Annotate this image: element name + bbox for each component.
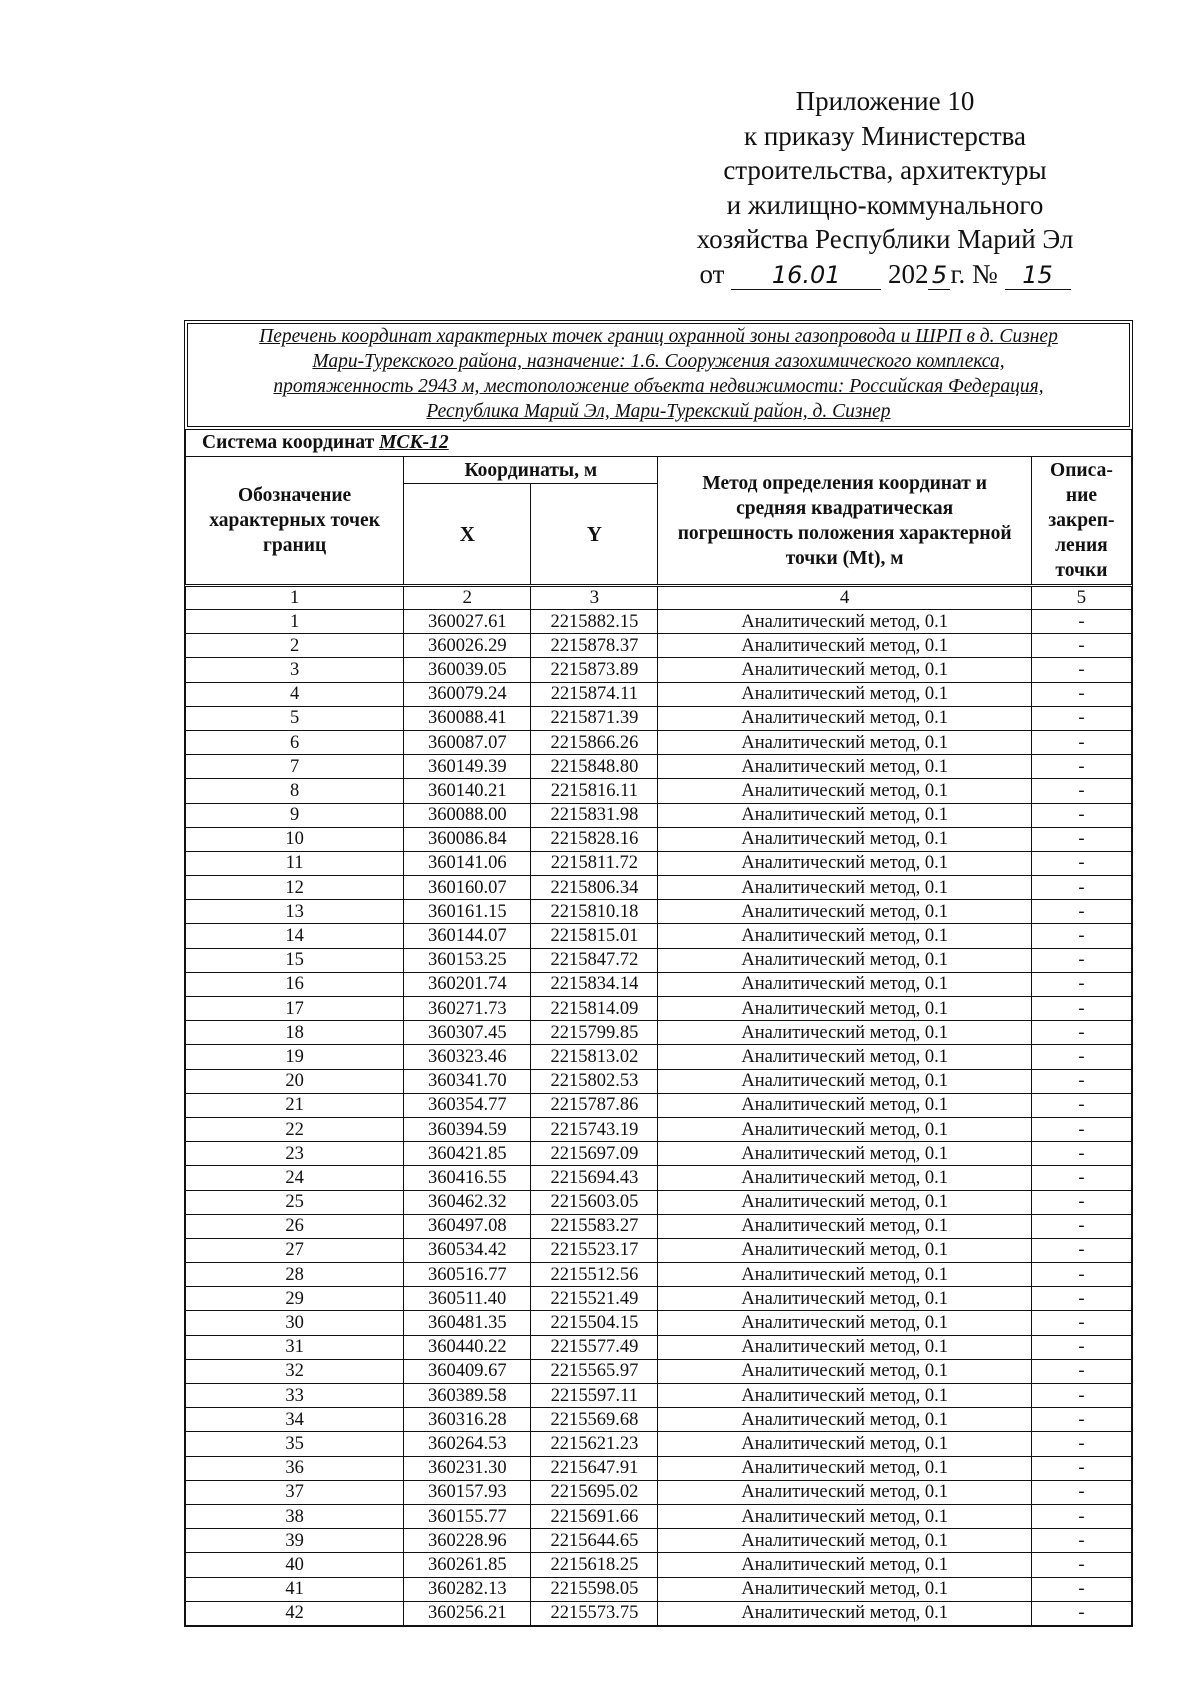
coord-x: 360261.85 — [404, 1553, 531, 1577]
coord-y: 2215828.16 — [531, 827, 658, 851]
coord-x: 360307.45 — [404, 1021, 531, 1045]
coord-y: 2215873.89 — [531, 658, 658, 682]
table-title — [187, 323, 1130, 427]
table-row — [186, 803, 1132, 827]
table-row — [186, 1480, 1132, 1504]
coord-y: 2215695.02 — [531, 1480, 658, 1504]
method: Аналитический метод, 0.1 — [658, 1238, 1031, 1262]
table-row — [186, 876, 1132, 900]
col-header-description: Описа-ние закреп-ления точки — [1031, 457, 1131, 586]
order-date-line — [660, 257, 1110, 292]
fixation-description: - — [1031, 1142, 1131, 1166]
method: Аналитический метод, 0.1 — [658, 1263, 1031, 1287]
coord-y: 2215787.86 — [531, 1093, 658, 1117]
header-line: Приложение 10 — [795, 86, 975, 116]
fixation-description: - — [1031, 1190, 1131, 1214]
point-id: 12 — [186, 876, 404, 900]
coord-y: 2215874.11 — [531, 682, 658, 706]
method: Аналитический метод, 0.1 — [658, 1384, 1031, 1408]
point-id: 28 — [186, 1263, 404, 1287]
table-row — [186, 658, 1132, 682]
coord-x: 360264.53 — [404, 1432, 531, 1456]
point-id: 29 — [186, 1287, 404, 1311]
coord-x: 360153.25 — [404, 948, 531, 972]
fixation-description: - — [1031, 997, 1131, 1021]
coord-x: 360440.22 — [404, 1335, 531, 1359]
header-line: хозяйства Республики Марий Эл — [696, 224, 1074, 254]
method: Аналитический метод, 0.1 — [658, 610, 1031, 634]
table-row — [186, 1577, 1132, 1601]
method: Аналитический метод, 0.1 — [658, 779, 1031, 803]
table-row — [186, 755, 1132, 779]
column-number: 5 — [1031, 586, 1131, 610]
point-id: 24 — [186, 1166, 404, 1190]
title-line: Республика Марий Эл, Мари-Турекский район, д. Сизнер — [426, 401, 891, 422]
coord-x: 360416.55 — [404, 1166, 531, 1190]
method: Аналитический метод, 0.1 — [658, 1577, 1031, 1601]
coord-y: 2215878.37 — [531, 634, 658, 658]
method: Аналитический метод, 0.1 — [658, 634, 1031, 658]
table-row — [186, 1601, 1132, 1625]
method: Аналитический метод, 0.1 — [658, 1359, 1031, 1383]
title-line: Перечень координат характерных точек границ охранной зоны газопровода и ШРП в д. Сизнер — [259, 326, 1058, 347]
method: Аналитический метод, 0.1 — [658, 1432, 1031, 1456]
table-row — [186, 1093, 1132, 1117]
method: Аналитический метод, 0.1 — [658, 1504, 1031, 1528]
point-id: 10 — [186, 827, 404, 851]
table-row — [186, 1408, 1132, 1432]
coord-y: 2215569.68 — [531, 1408, 658, 1432]
fixation-description: - — [1031, 1480, 1131, 1504]
handwritten-date: 16.01 — [731, 261, 881, 290]
coord-y: 2215512.56 — [531, 1263, 658, 1287]
coord-x: 360026.29 — [404, 634, 531, 658]
table-row — [186, 1504, 1132, 1528]
method: Аналитический метод, 0.1 — [658, 876, 1031, 900]
fixation-description: - — [1031, 924, 1131, 948]
table-row — [186, 610, 1132, 634]
fixation-description: - — [1031, 1214, 1131, 1238]
table-row — [186, 1142, 1132, 1166]
method: Аналитический метод, 0.1 — [658, 1093, 1031, 1117]
table-row — [186, 1359, 1132, 1383]
point-id: 14 — [186, 924, 404, 948]
coord-x: 360155.77 — [404, 1504, 531, 1528]
fixation-description: - — [1031, 803, 1131, 827]
method: Аналитический метод, 0.1 — [658, 997, 1031, 1021]
col-header-y: Y — [531, 484, 658, 586]
fixation-description: - — [1031, 1408, 1131, 1432]
column-number: 1 — [186, 586, 404, 610]
table-row — [186, 1553, 1132, 1577]
method: Аналитический метод, 0.1 — [658, 1601, 1031, 1625]
coord-y: 2215603.05 — [531, 1190, 658, 1214]
fixation-description: - — [1031, 1359, 1131, 1383]
point-id: 37 — [186, 1480, 404, 1504]
coord-x: 360079.24 — [404, 682, 531, 706]
fixation-description: - — [1031, 1263, 1131, 1287]
table-row — [186, 924, 1132, 948]
coord-y: 2215618.25 — [531, 1553, 658, 1577]
coord-x: 360160.07 — [404, 876, 531, 900]
coord-y: 2215597.11 — [531, 1384, 658, 1408]
coord-y: 2215697.09 — [531, 1142, 658, 1166]
table-row — [186, 900, 1132, 924]
col-header-designation: Обозначение характерных точек границ — [186, 457, 404, 586]
method: Аналитический метод, 0.1 — [658, 900, 1031, 924]
fixation-description: - — [1031, 682, 1131, 706]
coord-y: 2215882.15 — [531, 610, 658, 634]
fixation-description: - — [1031, 1117, 1131, 1141]
coord-x: 360087.07 — [404, 730, 531, 754]
coord-y: 2215523.17 — [531, 1238, 658, 1262]
table-row — [186, 1214, 1132, 1238]
method: Аналитический метод, 0.1 — [658, 658, 1031, 682]
header-line: и жилищно-коммунального — [726, 189, 1044, 220]
method: Аналитический метод, 0.1 — [658, 682, 1031, 706]
coord-x: 360141.06 — [404, 851, 531, 875]
fixation-description: - — [1031, 851, 1131, 875]
table-row — [186, 634, 1132, 658]
coord-x: 360231.30 — [404, 1456, 531, 1480]
coord-x: 360157.93 — [404, 1480, 531, 1504]
table-row — [186, 1384, 1132, 1408]
coord-x: 360497.08 — [404, 1214, 531, 1238]
fixation-description: - — [1031, 610, 1131, 634]
coord-y: 2215644.65 — [531, 1529, 658, 1553]
column-number: 3 — [531, 586, 658, 610]
table-row — [186, 1117, 1132, 1141]
method: Аналитический метод, 0.1 — [658, 972, 1031, 996]
coord-system-label: Система координат — [202, 432, 375, 453]
coord-x: 360282.13 — [404, 1577, 531, 1601]
method: Аналитический метод, 0.1 — [658, 1166, 1031, 1190]
year-suffix: г. № — [950, 258, 998, 289]
table-row — [186, 1335, 1132, 1359]
fixation-description: - — [1031, 730, 1131, 754]
method: Аналитический метод, 0.1 — [658, 1456, 1031, 1480]
appendix-header — [660, 84, 1110, 291]
coord-y: 2215815.01 — [531, 924, 658, 948]
fixation-description: - — [1031, 755, 1131, 779]
point-id: 42 — [186, 1601, 404, 1625]
method: Аналитический метод, 0.1 — [658, 730, 1031, 754]
column-number-row — [186, 586, 1132, 610]
coord-x: 360144.07 — [404, 924, 531, 948]
point-id: 13 — [186, 900, 404, 924]
fixation-description: - — [1031, 972, 1131, 996]
point-id: 40 — [186, 1553, 404, 1577]
point-id: 5 — [186, 706, 404, 730]
coord-y: 2215848.80 — [531, 755, 658, 779]
point-id: 25 — [186, 1190, 404, 1214]
point-id: 41 — [186, 1577, 404, 1601]
coord-x: 360201.74 — [404, 972, 531, 996]
method: Аналитический метод, 0.1 — [658, 948, 1031, 972]
coord-y: 2215871.39 — [531, 706, 658, 730]
table-row — [186, 1311, 1132, 1335]
coord-y: 2215814.09 — [531, 997, 658, 1021]
coord-x: 360409.67 — [404, 1359, 531, 1383]
coord-y: 2215799.85 — [531, 1021, 658, 1045]
fixation-description: - — [1031, 634, 1131, 658]
method: Аналитический метод, 0.1 — [658, 827, 1031, 851]
handwritten-order-number: 15 — [1005, 261, 1071, 290]
point-id: 3 — [186, 658, 404, 682]
table-row — [186, 1287, 1132, 1311]
fixation-description: - — [1031, 1311, 1131, 1335]
method: Аналитический метод, 0.1 — [658, 1529, 1031, 1553]
method: Аналитический метод, 0.1 — [658, 1311, 1031, 1335]
method: Аналитический метод, 0.1 — [658, 1021, 1031, 1045]
date-prefix: от — [699, 258, 725, 289]
column-number: 4 — [658, 586, 1031, 610]
point-id: 6 — [186, 730, 404, 754]
coord-x: 360256.21 — [404, 1601, 531, 1625]
fixation-description: - — [1031, 1553, 1131, 1577]
table-row — [186, 1190, 1132, 1214]
fixation-description: - — [1031, 1504, 1131, 1528]
coord-x: 360421.85 — [404, 1142, 531, 1166]
coord-y: 2215847.72 — [531, 948, 658, 972]
coord-y: 2215691.66 — [531, 1504, 658, 1528]
point-id: 30 — [186, 1311, 404, 1335]
coord-x: 360086.84 — [404, 827, 531, 851]
col-header-x: X — [404, 484, 531, 586]
table-row — [186, 851, 1132, 875]
point-id: 9 — [186, 803, 404, 827]
fixation-description: - — [1031, 1021, 1131, 1045]
coord-x: 360027.61 — [404, 610, 531, 634]
fixation-description: - — [1031, 1456, 1131, 1480]
table-row — [186, 706, 1132, 730]
table-row — [186, 1432, 1132, 1456]
method: Аналитический метод, 0.1 — [658, 706, 1031, 730]
method: Аналитический метод, 0.1 — [658, 755, 1031, 779]
method: Аналитический метод, 0.1 — [658, 1045, 1031, 1069]
table-row — [186, 1263, 1132, 1287]
fixation-description: - — [1031, 1529, 1131, 1553]
coord-x: 360161.15 — [404, 900, 531, 924]
point-id: 11 — [186, 851, 404, 875]
point-id: 1 — [186, 610, 404, 634]
method: Аналитический метод, 0.1 — [658, 1480, 1031, 1504]
fixation-description: - — [1031, 1069, 1131, 1093]
method: Аналитический метод, 0.1 — [658, 1335, 1031, 1359]
coord-x: 360511.40 — [404, 1287, 531, 1311]
table-row — [186, 1238, 1132, 1262]
table-row — [186, 779, 1132, 803]
point-id: 35 — [186, 1432, 404, 1456]
coord-y: 2215816.11 — [531, 779, 658, 803]
point-id: 7 — [186, 755, 404, 779]
point-id: 39 — [186, 1529, 404, 1553]
coord-x: 360394.59 — [404, 1117, 531, 1141]
fixation-description: - — [1031, 948, 1131, 972]
table-row — [186, 997, 1132, 1021]
coord-y: 2215573.75 — [531, 1601, 658, 1625]
point-id: 36 — [186, 1456, 404, 1480]
coord-x: 360228.96 — [404, 1529, 531, 1553]
method: Аналитический метод, 0.1 — [658, 924, 1031, 948]
point-id: 33 — [186, 1384, 404, 1408]
coord-x: 360354.77 — [404, 1093, 531, 1117]
coord-x: 360140.21 — [404, 779, 531, 803]
point-id: 34 — [186, 1408, 404, 1432]
title-line: Мари-Турекского района, назначение: 1.6. Сооружения газохимического комплекса, — [312, 351, 1005, 372]
fixation-description: - — [1031, 1287, 1131, 1311]
fixation-description: - — [1031, 1601, 1131, 1625]
coord-x: 360088.41 — [404, 706, 531, 730]
coord-y: 2215583.27 — [531, 1214, 658, 1238]
table-row — [186, 1166, 1132, 1190]
point-id: 32 — [186, 1359, 404, 1383]
point-id: 15 — [186, 948, 404, 972]
method: Аналитический метод, 0.1 — [658, 1553, 1031, 1577]
coord-x: 360341.70 — [404, 1069, 531, 1093]
coord-x: 360316.28 — [404, 1408, 531, 1432]
fixation-description: - — [1031, 900, 1131, 924]
table-row — [186, 948, 1132, 972]
fixation-description: - — [1031, 1238, 1131, 1262]
point-id: 27 — [186, 1238, 404, 1262]
coord-x: 360481.35 — [404, 1311, 531, 1335]
table-row — [186, 1045, 1132, 1069]
col-header-method: Метод определения координат и средняя квадратическая погрешность положения характерной точки (Mt), м — [658, 457, 1031, 586]
method: Аналитический метод, 0.1 — [658, 1214, 1031, 1238]
coord-y: 2215743.19 — [531, 1117, 658, 1141]
table-row — [186, 682, 1132, 706]
coord-x: 360462.32 — [404, 1190, 531, 1214]
point-id: 16 — [186, 972, 404, 996]
method: Аналитический метод, 0.1 — [658, 1190, 1031, 1214]
title-line: протяженность 2943 м, местоположение объекта недвижимости: Российская Федерация, — [273, 376, 1044, 397]
point-id: 31 — [186, 1335, 404, 1359]
coord-y: 2215806.34 — [531, 876, 658, 900]
table-row — [186, 1069, 1132, 1093]
coord-x: 360323.46 — [404, 1045, 531, 1069]
point-id: 38 — [186, 1504, 404, 1528]
coord-x: 360149.39 — [404, 755, 531, 779]
fixation-description: - — [1031, 1577, 1131, 1601]
table-row — [186, 1456, 1132, 1480]
col-header-coordinates: Координаты, м — [404, 457, 658, 484]
point-id: 26 — [186, 1214, 404, 1238]
fixation-description: - — [1031, 1045, 1131, 1069]
point-id: 23 — [186, 1142, 404, 1166]
table-row — [186, 827, 1132, 851]
method: Аналитический метод, 0.1 — [658, 1142, 1031, 1166]
method: Аналитический метод, 0.1 — [658, 1408, 1031, 1432]
fixation-description: - — [1031, 658, 1131, 682]
table-row — [186, 730, 1132, 754]
coord-y: 2215504.15 — [531, 1311, 658, 1335]
coord-x: 360088.00 — [404, 803, 531, 827]
coord-x: 360271.73 — [404, 997, 531, 1021]
point-id: 22 — [186, 1117, 404, 1141]
coord-x: 360534.42 — [404, 1238, 531, 1262]
handwritten-year-digit: 5 — [928, 261, 950, 290]
coord-y: 2215813.02 — [531, 1045, 658, 1069]
coord-x: 360039.05 — [404, 658, 531, 682]
coord-y: 2215694.43 — [531, 1166, 658, 1190]
coord-x: 360516.77 — [404, 1263, 531, 1287]
column-number: 2 — [404, 586, 531, 610]
coord-y: 2215810.18 — [531, 900, 658, 924]
coord-x: 360389.58 — [404, 1384, 531, 1408]
method: Аналитический метод, 0.1 — [658, 1287, 1031, 1311]
fixation-description: - — [1031, 1166, 1131, 1190]
fixation-description: - — [1031, 706, 1131, 730]
fixation-description: - — [1031, 876, 1131, 900]
method: Аналитический метод, 0.1 — [658, 1069, 1031, 1093]
coord-y: 2215834.14 — [531, 972, 658, 996]
coordinates-table — [185, 429, 1132, 1626]
method: Аналитический метод, 0.1 — [658, 803, 1031, 827]
coord-y: 2215831.98 — [531, 803, 658, 827]
table-row — [186, 1529, 1132, 1553]
coordinates-table-frame — [184, 320, 1133, 1627]
point-id: 20 — [186, 1069, 404, 1093]
point-id: 18 — [186, 1021, 404, 1045]
coord-y: 2215811.72 — [531, 851, 658, 875]
coord-system-value: МСК-12 — [379, 432, 449, 453]
point-id: 21 — [186, 1093, 404, 1117]
coord-y: 2215802.53 — [531, 1069, 658, 1093]
coord-y: 2215565.97 — [531, 1359, 658, 1383]
fixation-description: - — [1031, 779, 1131, 803]
point-id: 2 — [186, 634, 404, 658]
coord-y: 2215577.49 — [531, 1335, 658, 1359]
table-body — [186, 610, 1132, 1626]
point-id: 8 — [186, 779, 404, 803]
fixation-description: - — [1031, 1432, 1131, 1456]
coord-y: 2215598.05 — [531, 1577, 658, 1601]
header-line: к приказу Министерства — [743, 120, 1027, 151]
header-line: строительства, архитектуры — [723, 155, 1047, 185]
point-id: 4 — [186, 682, 404, 706]
coord-y: 2215647.91 — [531, 1456, 658, 1480]
point-id: 17 — [186, 997, 404, 1021]
year-prefix: 202 — [887, 258, 929, 289]
coord-y: 2215621.23 — [531, 1432, 658, 1456]
fixation-description: - — [1031, 1335, 1131, 1359]
method: Аналитический метод, 0.1 — [658, 1117, 1031, 1141]
coord-y: 2215866.26 — [531, 730, 658, 754]
table-row — [186, 972, 1132, 996]
coord-system-row — [186, 430, 1132, 457]
point-id: 19 — [186, 1045, 404, 1069]
fixation-description: - — [1031, 1384, 1131, 1408]
fixation-description: - — [1031, 1093, 1131, 1117]
fixation-description: - — [1031, 827, 1131, 851]
method: Аналитический метод, 0.1 — [658, 851, 1031, 875]
coord-y: 2215521.49 — [531, 1287, 658, 1311]
table-row — [186, 1021, 1132, 1045]
